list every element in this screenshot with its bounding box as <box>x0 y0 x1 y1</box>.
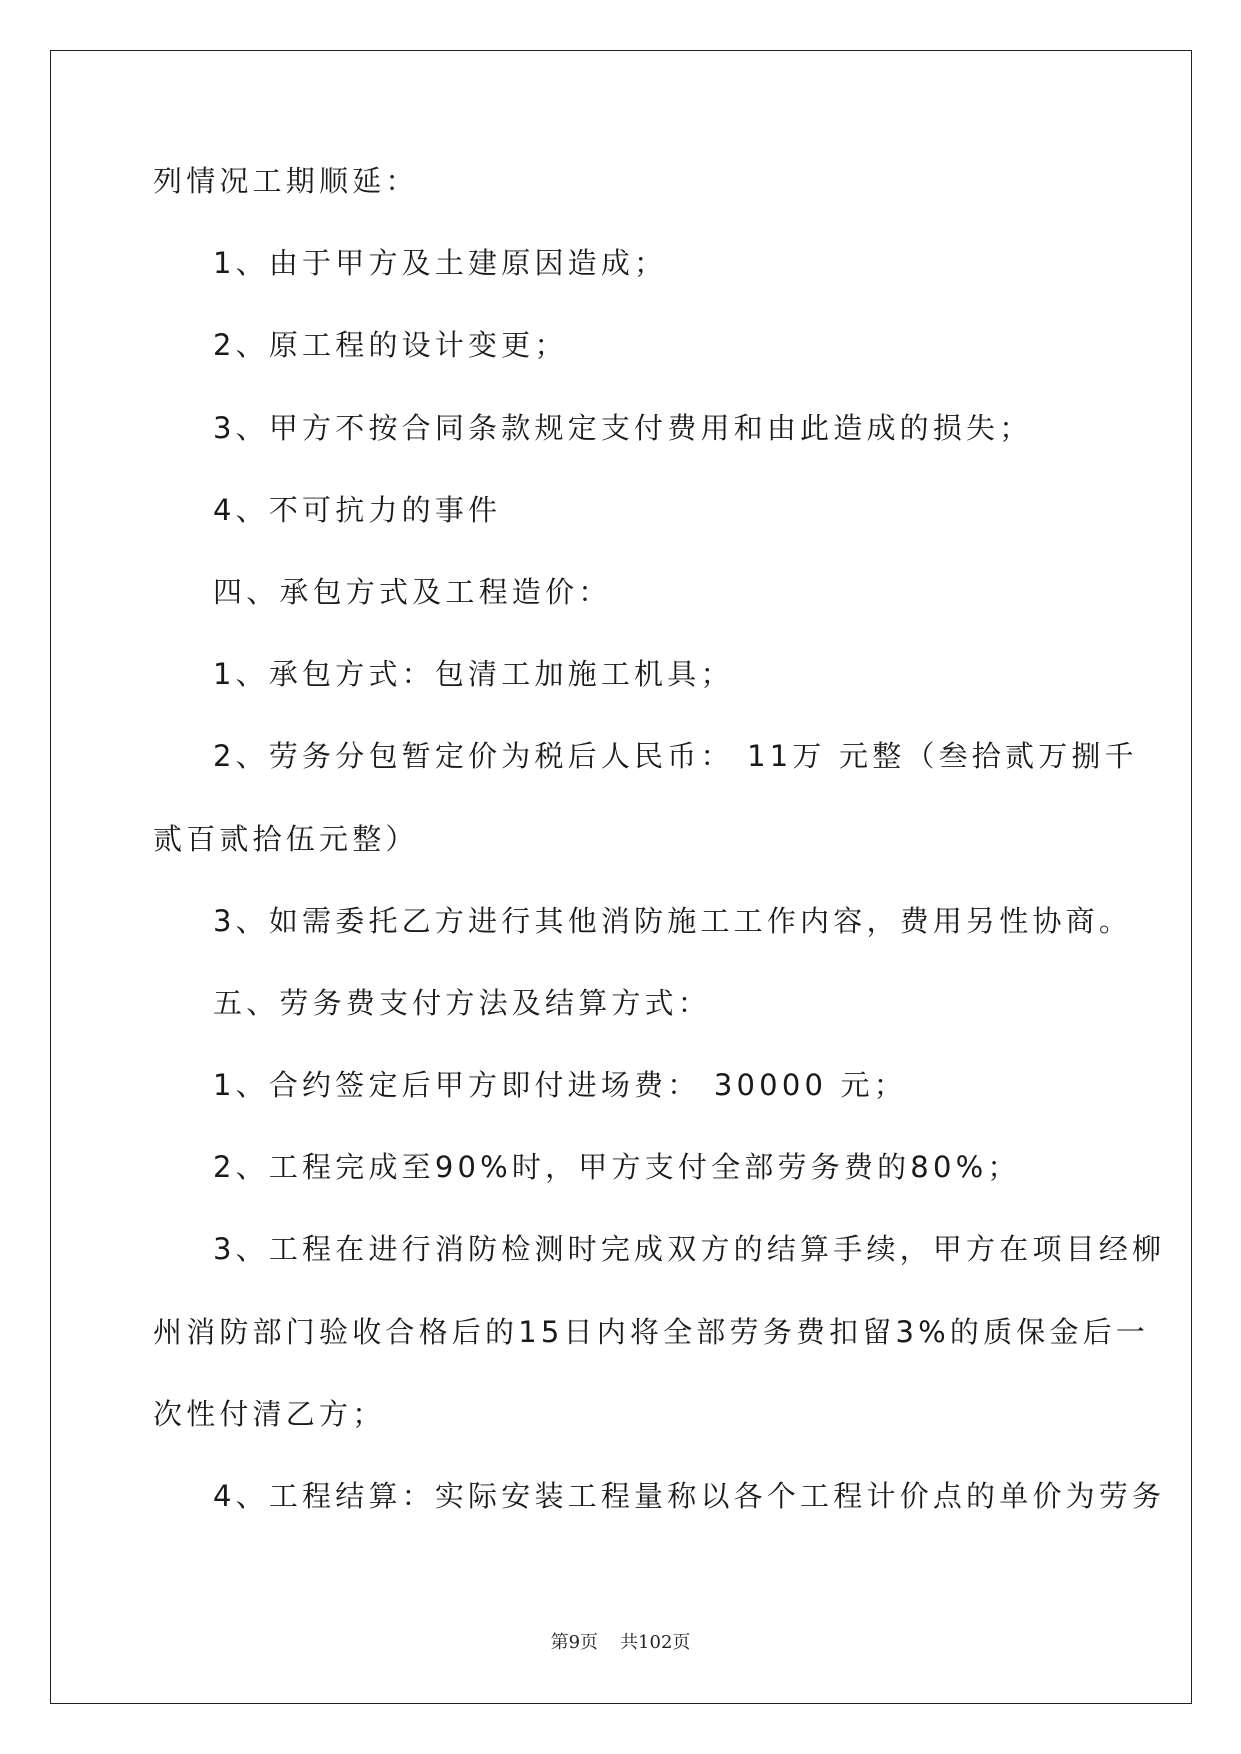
text-line: 州消防部门验收合格后的15日内将全部劳务费扣留3%的质保金后一 <box>153 1314 1150 1349</box>
text-line: 4、工程结算：实际安装工程量称以各个工程计价点的单价为劳务 <box>213 1479 1166 1513</box>
section-heading: 五、劳务费支付方法及结算方式： <box>213 985 712 1020</box>
text-line: 2、工程完成至90%时，甲方支付全部劳务费的80%； <box>213 1150 1021 1185</box>
page-total: 共102页 <box>620 1632 691 1653</box>
text-line: 次性付清乙方； <box>153 1396 386 1431</box>
text-line: 贰百贰拾伍元整） <box>153 821 419 856</box>
text-line: 列情况工期顺延： <box>153 164 419 198</box>
text-line: 3、如需委托乙方进行其他消防施工工作内容，费用另性协商。 <box>213 903 1133 938</box>
text-line: 4、不可抗力的事件 <box>213 492 502 527</box>
page-number: 第9页 <box>550 1632 599 1653</box>
text-line: 2、原工程的设计变更； <box>213 328 568 363</box>
page-footer <box>0 1628 1241 1654</box>
text-line: 3、甲方不按合同条款规定支付费用和由此造成的损失； <box>213 410 1033 445</box>
text-line: 1、由于甲方及土建原因造成； <box>213 246 668 281</box>
text-line: 3、工程在进行消防检测时完成双方的结算手续，甲方在项目经柳 <box>213 1232 1166 1267</box>
document-body <box>153 163 1166 1560</box>
text-line: 2、劳务分包暂定价为税后人民币： 11万 元整（叁拾贰万捌千 <box>213 739 1138 774</box>
section-heading: 四、承包方式及工程造价： <box>213 574 612 609</box>
text-line: 1、合约签定后甲方即付进场费： 30000 元； <box>213 1068 907 1103</box>
text-line: 1、承包方式：包清工加施工机具； <box>213 657 734 692</box>
